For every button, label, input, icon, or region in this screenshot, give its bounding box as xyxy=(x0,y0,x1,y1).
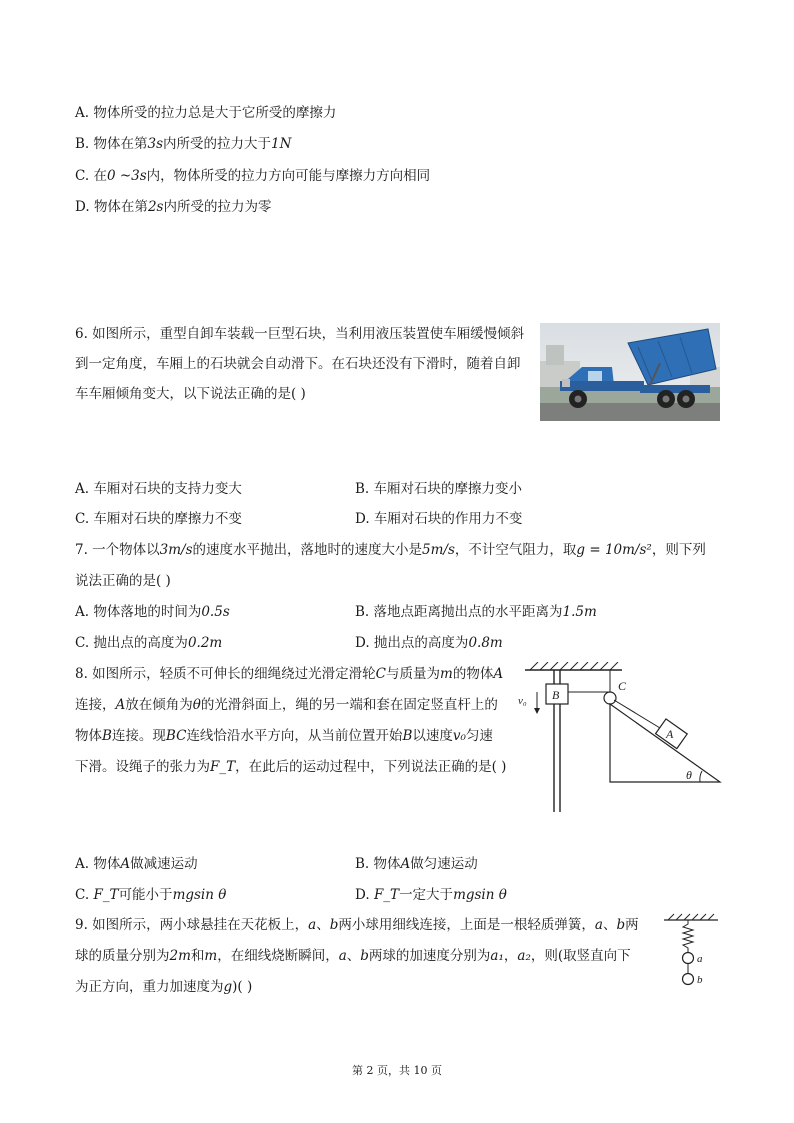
label-ball-b: b xyxy=(697,974,703,986)
q8-stem-line-2: 连接，A放在倾角为θ的光滑斜面上，绳的另一端和套在固定竖直杆上的 xyxy=(75,697,498,713)
spring xyxy=(683,920,693,952)
label-b: B xyxy=(552,688,560,702)
q8-stem-line-3: 物体B连接。现BC连线恰沿水平方向，从当前位置开始B以速度v₀匀速 xyxy=(75,728,493,744)
q7-stem-line-1: 7. 一个物体以3m/s的速度水平抛出，落地时的速度大小是5m/s，不计空气阻力，取g = 10m/s²，则下列 xyxy=(75,542,706,558)
ball-a xyxy=(683,953,694,964)
q7-option-b: B. 落地点距离抛出点的水平距离为1.5m xyxy=(355,604,597,620)
q5-option-a: A. 物体所受的拉力总是大于它所受的摩擦力 xyxy=(75,105,337,121)
q9-stem-line-2: 球的质量分别为2m和m，在细线烧断瞬间，a、b两球的加速度分别为a₁，a₂，则(取竖直向下 xyxy=(75,948,631,964)
q8-stem-line-1: 8. 如图所示，轻质不可伸长的细绳绕过光滑定滑轮C与质量为m的物体A xyxy=(75,666,504,682)
q6-option-c: C. 车厢对石块的摩擦力不变 xyxy=(75,511,242,527)
ball-b xyxy=(683,974,694,985)
q6-stem-line-1: 6. 如图所示，重型自卸车装载一巨型石块，当利用液压装置使车厢缓慢倾斜 xyxy=(75,326,525,342)
q5-option-b: B. 物体在第3s内所受的拉力大于1N xyxy=(75,136,292,152)
q8-option-c: C. F_T可能小于mgsin θ xyxy=(75,887,227,903)
q8-option-d: D. F_T一定大于mgsin θ xyxy=(355,887,507,903)
spring-balls-diagram xyxy=(660,912,722,992)
incline xyxy=(610,704,720,782)
page-footer: 第 2 页，共 10 页 xyxy=(352,1064,442,1077)
q9-stem-line-1: 9. 如图所示，两小球悬挂在天花板上，a、b两小球用细线连接，上面是一根轻质弹簧，a、b两 xyxy=(75,917,639,933)
dump-truck-photo xyxy=(540,323,720,421)
q5-option-d: D. 物体在第2s内所受的拉力为零 xyxy=(75,199,272,215)
q7-stem-line-2: 说法正确的是( ) xyxy=(75,573,171,589)
q6-option-d: D. 车厢对石块的作用力不变 xyxy=(355,511,523,527)
q7-option-d: D. 抛出点的高度为0.8m xyxy=(355,635,503,651)
label-c: C xyxy=(618,679,627,693)
q6-option-a: A. 车厢对石块的支持力变大 xyxy=(75,481,242,497)
q6-option-b: B. 车厢对石块的摩擦力变小 xyxy=(355,481,523,497)
label-ball-a: a xyxy=(697,953,703,965)
q9-stem-line-3: 为正方向，重力加速度为g)( ) xyxy=(75,979,253,995)
q8-option-a: A. 物体A做减速运动 xyxy=(75,856,198,872)
q7-option-c: C. 抛出点的高度为0.2m xyxy=(75,635,223,651)
pulley-c xyxy=(604,692,616,704)
pulley-incline-diagram xyxy=(510,662,725,817)
label-theta: θ xyxy=(686,768,692,782)
label-a: A xyxy=(666,727,674,741)
q5-option-c: C. 在0 ~3s内，物体所受的拉力方向可能与摩擦力方向相同 xyxy=(75,168,431,184)
q6-stem-line-3: 车车厢倾角变大，以下说法正确的是( ) xyxy=(75,386,306,402)
q8-option-b: B. 物体A做匀速运动 xyxy=(355,856,478,872)
q6-stem-line-2: 到一定角度，车厢上的石块就会自动滑下。在石块还没有下滑时，随着自卸 xyxy=(75,356,521,372)
q8-stem-line-4: 下滑。设绳子的张力为F_T，在此后的运动过程中，下列说法正确的是( ) xyxy=(75,759,507,775)
label-v0: v₀ xyxy=(518,695,527,707)
q7-option-a: A. 物体落地的时间为0.5s xyxy=(75,604,230,620)
